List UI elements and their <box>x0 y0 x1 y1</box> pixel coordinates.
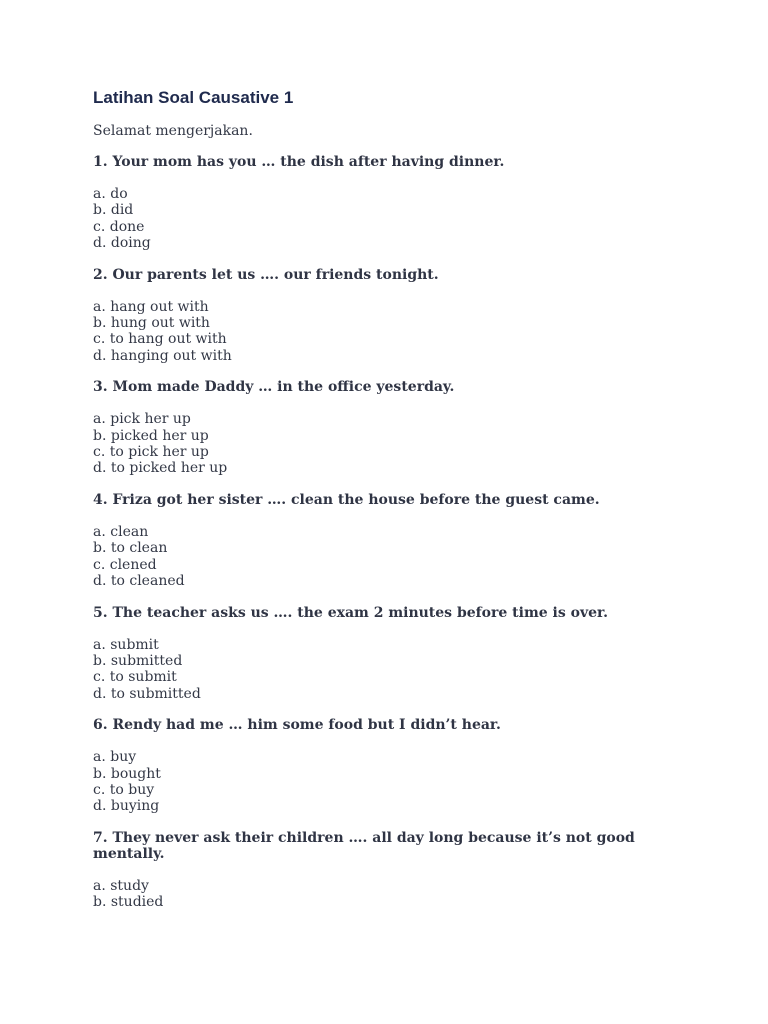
option-b: b. bought <box>93 765 161 782</box>
option-c: c. to hang out with <box>93 331 227 348</box>
question-text: 2. Our parents let us …. our friends tonight. <box>93 266 439 283</box>
question-text: 3. Mom made Daddy … in the office yesterday. <box>93 379 455 396</box>
option-c: c. to pick her up <box>93 444 209 461</box>
option-c: c. done <box>93 218 145 235</box>
option-b: b. picked her up <box>93 427 209 444</box>
document-page <box>93 88 693 926</box>
question-1 <box>93 154 693 252</box>
question-text: 7. They never ask their children …. all day long because it’s not good mentally. <box>93 829 635 862</box>
option-a: a. buy <box>93 749 137 766</box>
question-text: 4. Friza got her sister …. clean the house before the guest came. <box>93 491 600 508</box>
question-5 <box>93 605 693 703</box>
option-d: d. to cleaned <box>93 573 185 590</box>
option-a: a. clean <box>93 523 149 540</box>
option-c: c. clened <box>93 556 157 573</box>
question-text: 5. The teacher asks us …. the exam 2 minutes before time is over. <box>93 604 608 621</box>
intro-text: Selamat mengerjakan. <box>93 123 253 139</box>
page-title: Latihan Soal Causative 1 <box>93 88 294 107</box>
option-d: d. doing <box>93 235 151 252</box>
question-text: 1. Your mom has you … the dish after having dinner. <box>93 154 505 170</box>
option-b: b. to clean <box>93 540 168 557</box>
option-d: d. buying <box>93 798 160 815</box>
option-b: b. studied <box>93 894 164 911</box>
option-d: d. to submitted <box>93 685 201 702</box>
question-6 <box>93 717 693 815</box>
option-b: b. did <box>93 202 134 219</box>
option-b: b. hung out with <box>93 315 210 332</box>
option-a: a. hang out with <box>93 298 209 315</box>
option-a: a. pick her up <box>93 411 191 428</box>
option-a: a. do <box>93 186 128 202</box>
option-a: a. study <box>93 877 149 894</box>
question-text: 6. Rendy had me … him some food but I didn’t hear. <box>93 717 501 734</box>
option-c: c. to submit <box>93 669 177 686</box>
option-d: d. hanging out with <box>93 347 232 364</box>
option-c: c. to buy <box>93 781 155 798</box>
option-b: b. submitted <box>93 652 183 669</box>
question-4 <box>93 492 693 590</box>
question-3 <box>93 379 693 477</box>
option-a: a. submit <box>93 636 159 653</box>
question-7 <box>93 830 693 911</box>
question-2 <box>93 267 693 365</box>
option-d: d. to picked her up <box>93 460 228 477</box>
